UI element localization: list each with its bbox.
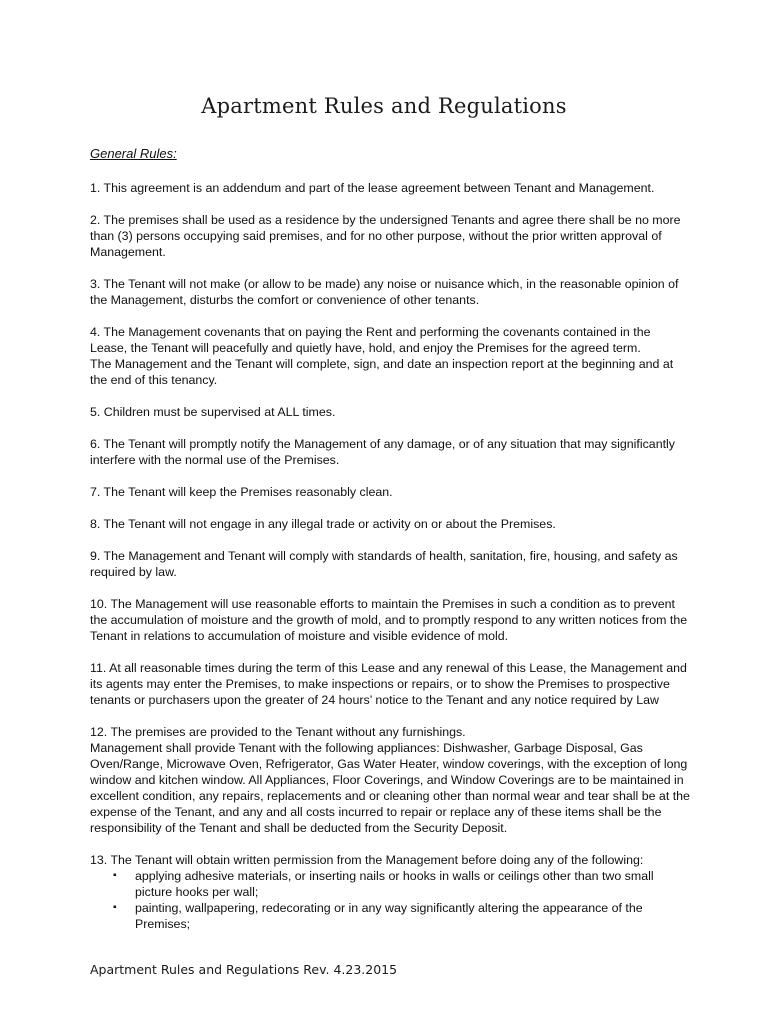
section-heading: General Rules: xyxy=(90,146,177,161)
rule-item xyxy=(90,276,690,308)
rule-bullet-text: applying adhesive materials, or inserting nails or hooks in walls or ceilings other than two small picture hooks per wall; xyxy=(135,869,654,899)
rule-item xyxy=(90,484,690,500)
rule-item xyxy=(90,516,690,532)
rule-paragraph: 13. The Tenant will obtain written permission from the Management before doing any of the following: xyxy=(90,853,644,867)
rule-item xyxy=(90,212,690,260)
rule-paragraph: 6. The Tenant will promptly notify the Management of any damage, or of any situation that may significantly interfere with the normal use of the Premises. xyxy=(90,437,675,467)
rule-paragraph: 8. The Tenant will not engage in any illegal trade or activity on or about the Premises. xyxy=(90,517,556,531)
rule-paragraph: 2. The premises shall be used as a residence by the undersigned Tenants and agree there shall be no more than (3) persons occupying said premises, and for no other purpose, without the prior written approval of Management. xyxy=(90,213,681,259)
document-footer: Apartment Rules and Regulations Rev. 4.23.2015 xyxy=(90,962,398,977)
rule-paragraph: 3. The Tenant will not make (or allow to be made) any noise or nuisance which, in the reasonable opinion of the Management, disturbs the comfort or convenience of other tenants. xyxy=(90,277,679,307)
rule-bullet-list xyxy=(90,868,690,932)
rule-item xyxy=(90,548,690,580)
rule-bullet-item xyxy=(113,900,690,932)
rule-item xyxy=(90,180,690,196)
rule-item xyxy=(90,596,690,644)
rule-paragraph: 4. The Management covenants that on paying the Rent and performing the covenants contained in the Lease, the Tenant will peacefully and quietly have, hold, and enjoy the Premises for the agreed term. xyxy=(90,325,651,355)
rule-paragraph: Management shall provide Tenant with the following appliances: Dishwasher, Garbage Disposal, Gas Oven/Range, Microwave Oven, Refrigerator, Gas Water Heater, window coverings, with the exception of long window and kitchen window. All Appliances, Floor Coverings, and Window Coverings are to be maintained in excellent condition, any repairs, replacements and or cleaning other than normal wear and tear shall be at the expense of the Tenant, and any and all costs incurred to repair or replace any of these items shall be the responsibility of the Tenant and shall be deducted from the Security Deposit. xyxy=(90,741,690,835)
rule-paragraph: 9. The Management and Tenant will comply with standards of health, sanitation, fire, housing, and safety as required by law. xyxy=(90,549,678,579)
rule-item xyxy=(90,404,690,420)
rule-item xyxy=(90,724,690,836)
document-title: Apartment Rules and Regulations xyxy=(201,94,567,118)
rule-item xyxy=(90,324,690,388)
rule-paragraph: 10. The Management will use reasonable efforts to maintain the Premises in such a condition as to prevent the accumulation of moisture and the growth of mold, and to promptly respond to any written notices from the Tenant in relations to accumulation of moisture and visible evidence of mold. xyxy=(90,597,688,643)
rule-paragraph: 12. The premises are provided to the Tenant without any furnishings. xyxy=(90,725,466,739)
rules-list xyxy=(90,180,690,932)
rule-paragraph: 1. This agreement is an addendum and part of the lease agreement between Tenant and Management. xyxy=(90,181,655,195)
rule-item xyxy=(90,660,690,708)
rule-bullet-item xyxy=(113,868,690,900)
document-body xyxy=(90,146,690,948)
rule-paragraph: 5. Children must be supervised at ALL times. xyxy=(90,405,336,419)
rule-paragraph: The Management and the Tenant will complete, sign, and date an inspection report at the beginning and at the end of this tenancy. xyxy=(90,357,674,387)
square-bullet-icon: ▪ xyxy=(113,870,117,881)
rule-bullet-text: painting, wallpapering, redecorating or in any way significantly altering the appearance of the Premises; xyxy=(135,901,643,931)
rule-item xyxy=(90,852,690,932)
rule-item xyxy=(90,436,690,468)
rule-paragraph: 11. At all reasonable times during the term of this Lease and any renewal of this Lease, the Management and its agents may enter the Premises, to make inspections or repairs, or to show the Premises to prospective tenants or purchasers upon the greater of 24 hours’ notice to the Tenant and any notice required by Law xyxy=(90,661,687,707)
square-bullet-icon: ▪ xyxy=(113,902,117,913)
rule-paragraph: 7. The Tenant will keep the Premises reasonably clean. xyxy=(90,485,393,499)
